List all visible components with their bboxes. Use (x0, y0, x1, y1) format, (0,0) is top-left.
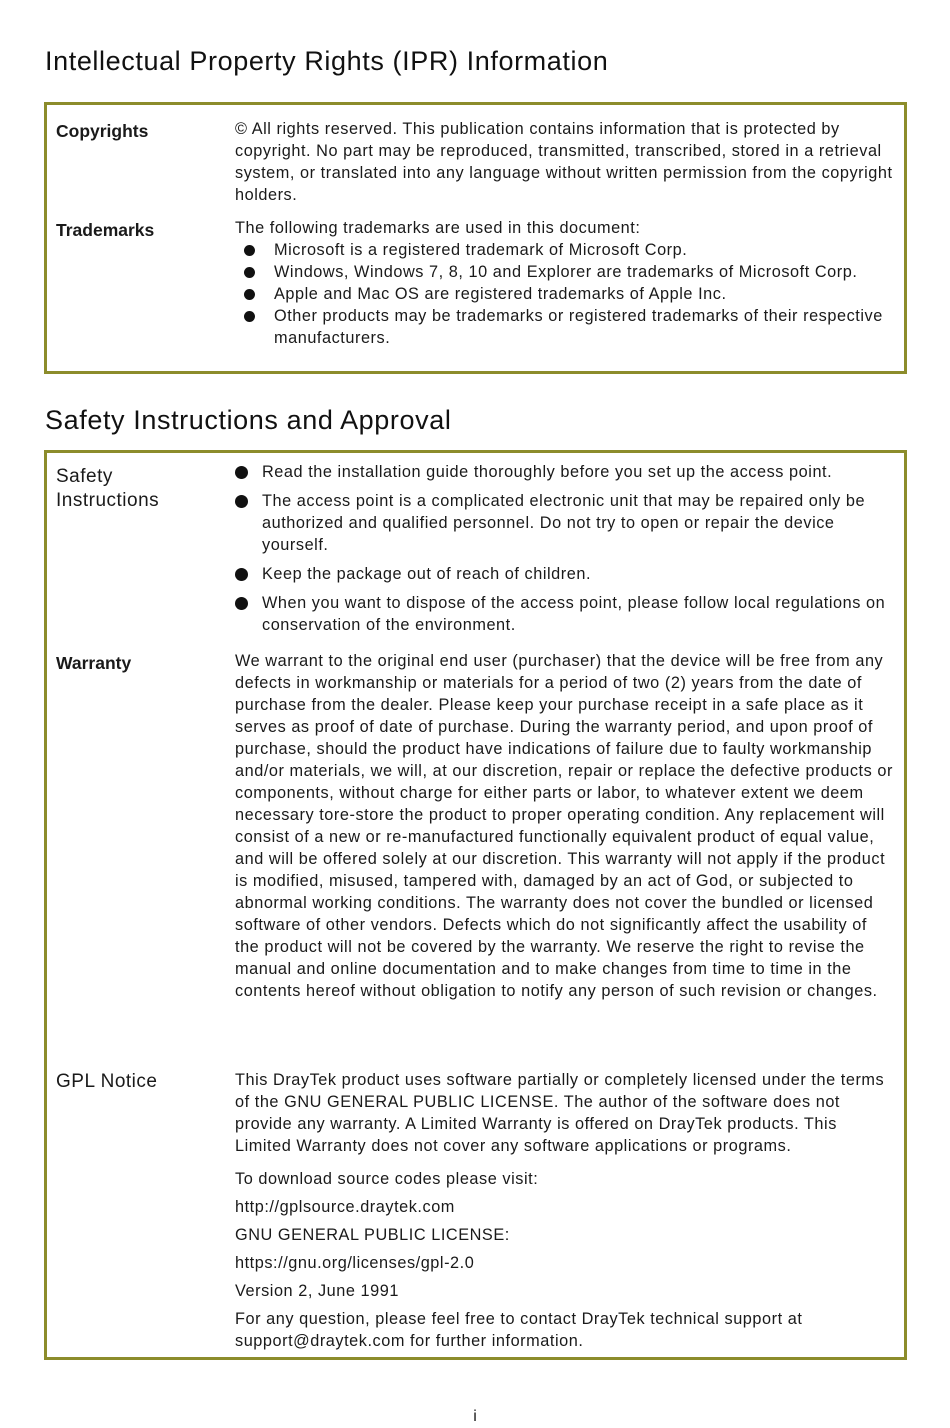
trademarks-list (235, 239, 896, 349)
bullet-icon (244, 311, 255, 322)
trademarks-content (235, 217, 896, 349)
gpl-text: This DrayTek product uses software partially or completely licensed under the terms of the GNU GENERAL PUBLIC LICENSE. The author of the software does not provide any warranty. A Limited Warranty is offered on DrayTek products. This Limited Warranty does not cover any software applications or programs. (235, 1071, 885, 1155)
trademark-text: Apple and Mac OS are registered trademarks of Apple Inc. (274, 285, 727, 303)
bullet-icon (235, 568, 248, 581)
list-item (235, 461, 896, 483)
page-number: i (473, 1408, 477, 1425)
trademark-text: Microsoft is a registered trademark of Microsoft Corp. (274, 241, 688, 259)
copyrights-text: © All rights reserved. This publication contains information that is protected by copyright. No part may be reproduced, transmitted, transcribed, stored in a retrieval system, or translated into any language without written permission from the copyright holders. (235, 120, 893, 204)
bullet-icon (235, 495, 248, 508)
safety-instructions-label: Safety Instructions (56, 466, 160, 511)
warranty-text: We warrant to the original end user (purchaser) that the device will be free from any defects in workmanship or materials for a period of two (2) years from the date of purchase from the dealer. Please keep your purchase receipt in a safe place as it serves as proof of date of purchase. During the warranty period, and upon proof of purchase, should the product have indications of failure due to faulty workmanship and/or materials, we will, at our discretion, repair or replace the defective products or components, without charge for either parts or labor, to whatever extent we deem necessary tore-store the product to proper operating condition. Any replacement will consist of a new or re-manufactured functionally equivalent product of equal value, and will be offered solely at our discretion. This warranty will not apply if the product is modified, misused, tampered with, damaged by an act of God, or subjected to abnormal working conditions. The warranty does not cover the bundled or licensed software of other vendors. Defects which do not significantly affect the usability of the product will not be covered by the warranty. We reserve the right to revise the manual and online documentation and to make changes from time to time in the contents hereof without obligation to notify any person of such revision or changes. (235, 652, 893, 1000)
gpl-license: GNU GENERAL PUBLIC LICENSE: (235, 1226, 510, 1244)
list-item (235, 283, 896, 305)
bullet-icon (235, 597, 248, 610)
ipr-heading: Intellectual Property Rights (IPR) Information (45, 46, 609, 76)
list-item (235, 239, 896, 261)
list-item (235, 563, 896, 585)
instruction-text: Read the installation guide thoroughly before you set up the access point. (262, 463, 833, 481)
safety-heading: Safety Instructions and Approval (45, 405, 452, 435)
gpl-url: http://gplsource.draytek.com (235, 1198, 455, 1216)
bullet-icon (244, 245, 255, 256)
list-item (235, 490, 896, 556)
gpl-label: GPL Notice (56, 1071, 158, 1092)
instruction-text: The access point is a complicated electronic unit that may be repaired only be authorized and qualified personnel. Do not try to open or repair the device yourself. (262, 492, 866, 554)
safety-instructions-list (235, 461, 896, 636)
trademarks-intro: The following trademarks are used in this document: (235, 219, 641, 237)
gpl-content (235, 1069, 896, 1352)
instruction-text: Keep the package out of reach of children. (262, 565, 592, 583)
list-item (235, 592, 896, 636)
gpl-license-url: https://gnu.org/licenses/gpl-2.0 (235, 1254, 475, 1272)
trademarks-label: Trademarks (56, 220, 155, 240)
copyrights-label: Copyrights (56, 121, 149, 141)
safety-instructions-content (235, 461, 896, 643)
bullet-icon (244, 267, 255, 278)
list-item (235, 261, 896, 283)
instruction-text: When you want to dispose of the access point, please follow local regulations on conservation of the environment. (262, 594, 886, 634)
list-item (235, 305, 896, 349)
bullet-icon (244, 289, 255, 300)
warranty-label: Warranty (56, 653, 132, 673)
trademark-text: Windows, Windows 7, 8, 10 and Explorer are trademarks of Microsoft Corp. (274, 263, 858, 281)
gpl-download: To download source codes please visit: (235, 1170, 539, 1188)
safety-box (44, 450, 907, 1360)
gpl-contact: For any question, please feel free to contact DrayTek technical support at support@draytek.com for further information. (235, 1310, 803, 1350)
bullet-icon (235, 466, 248, 479)
ipr-box (44, 102, 907, 374)
trademark-text: Other products may be trademarks or registered trademarks of their respective manufacturers. (274, 307, 883, 347)
gpl-version: Version 2, June 1991 (235, 1282, 399, 1300)
